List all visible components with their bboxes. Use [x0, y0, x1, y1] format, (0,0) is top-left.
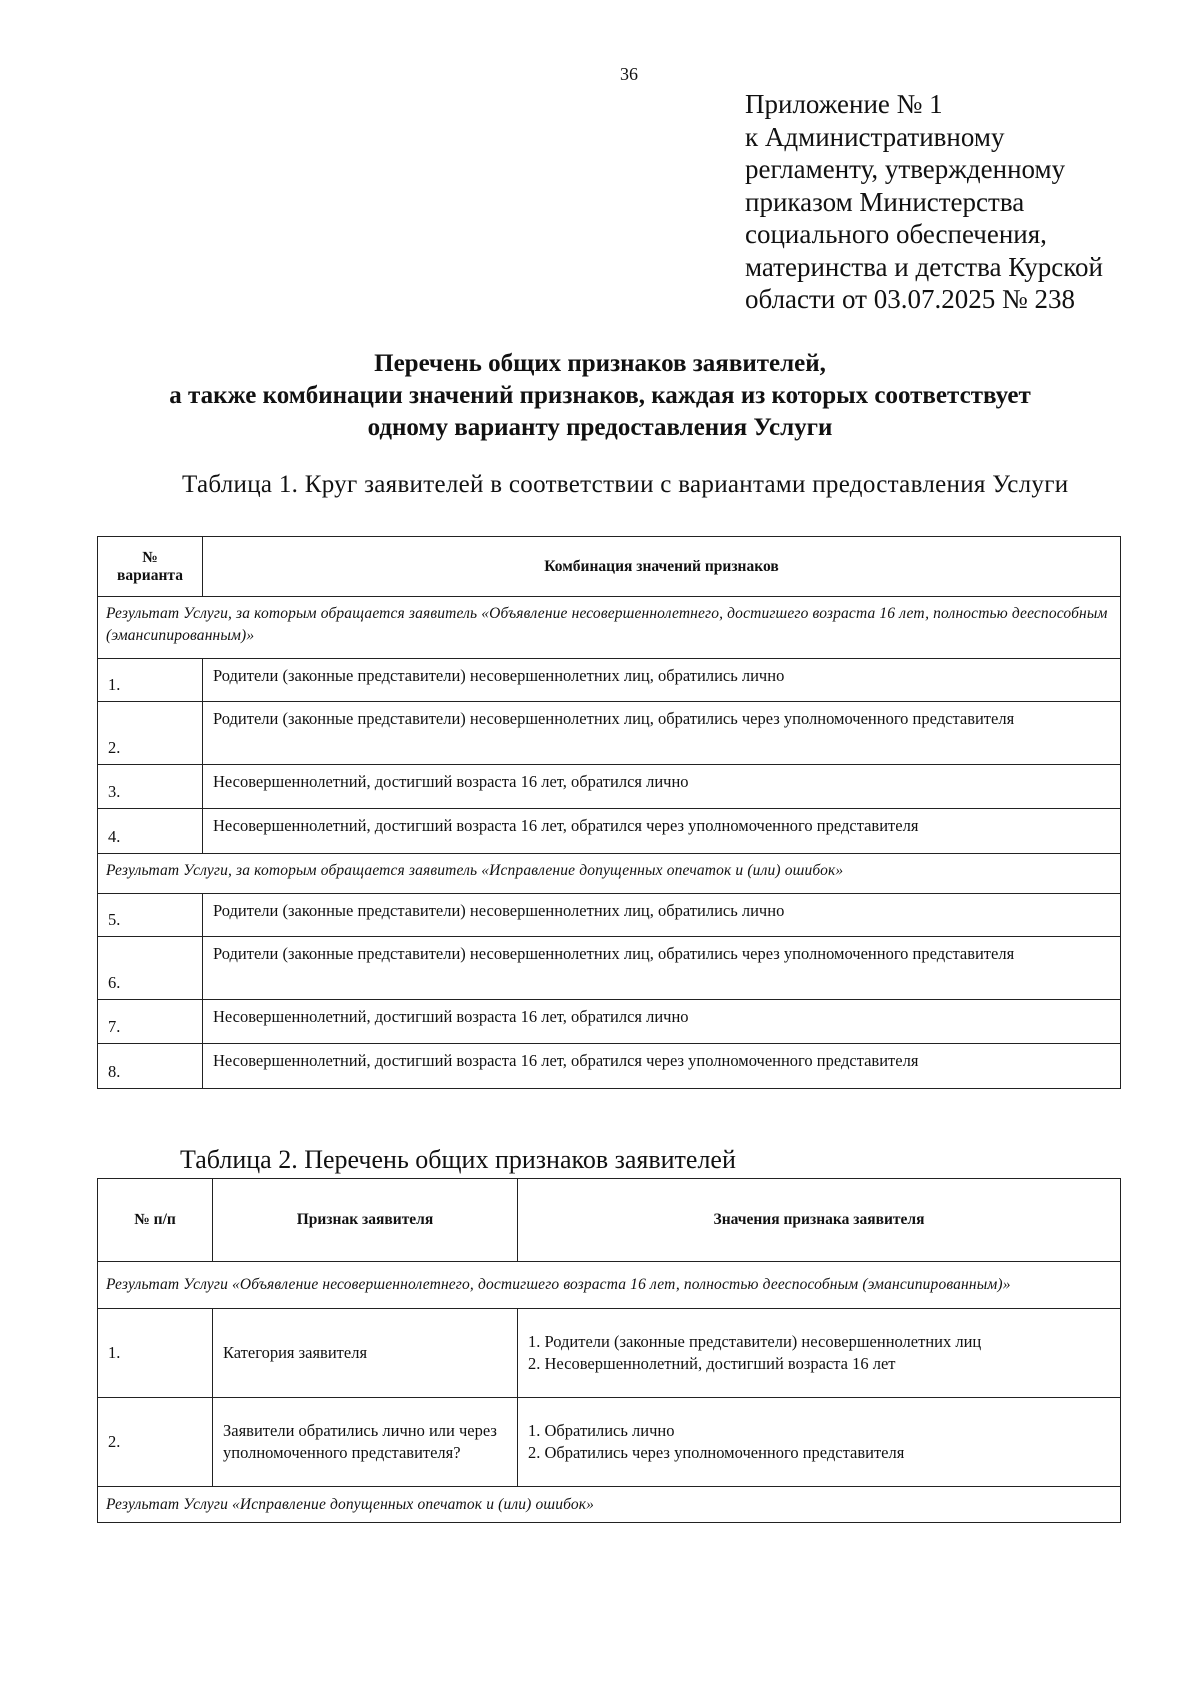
table-row: [98, 1309, 1121, 1398]
table2-header-num: № п/п: [98, 1179, 213, 1262]
table-row: [98, 809, 1121, 854]
title-line: одному варианту предоставления Услуги: [367, 414, 833, 441]
row-text: Несовершеннолетний, достигший возраста 16 лет, обратился лично: [203, 765, 1121, 809]
table2-section-row: [98, 1262, 1121, 1309]
value-line: 2. Обратились через уполномоченного представителя: [528, 1443, 905, 1462]
header-num-line: №: [142, 548, 158, 566]
row-num: 6.: [98, 937, 203, 1000]
row-num: 1.: [98, 1309, 213, 1398]
row-values: [518, 1309, 1121, 1398]
table2-header-row: [98, 1179, 1121, 1262]
title-line: Перечень общих признаков заявителей,: [374, 350, 826, 377]
table-row: [98, 765, 1121, 809]
row-num: 7.: [98, 1000, 203, 1044]
table-row: [98, 937, 1121, 1000]
row-attr: Заявители обратились лично или через уполномоченного представителя?: [213, 1398, 518, 1487]
row-text: Родители (законные представители) несовершеннолетних лиц, обратились лично: [203, 894, 1121, 937]
row-num: 5.: [98, 894, 203, 937]
table-row: [98, 1398, 1121, 1487]
table-row: [98, 659, 1121, 702]
table1-caption: Таблица 1. Круг заявителей в соответствии с вариантами предоставления Услуги: [182, 471, 1069, 498]
table2-header-values: Значения признака заявителя: [518, 1179, 1121, 1262]
table2-header-attr: Признак заявителя: [213, 1179, 518, 1262]
table1-section-row: [98, 597, 1121, 659]
page-number: 36: [620, 64, 638, 84]
table1-header-num: [98, 537, 203, 597]
table2-caption: Таблица 2. Перечень общих признаков заявителей: [180, 1145, 736, 1174]
document-title: [60, 348, 1140, 444]
table-row: [98, 702, 1121, 765]
table1: [97, 536, 1121, 1089]
value-line: 1. Родители (законные представители) несовершеннолетних лиц: [528, 1332, 982, 1351]
row-num: 3.: [98, 765, 203, 809]
table-row: [98, 1000, 1121, 1044]
row-num: 2.: [98, 1398, 213, 1487]
appendix-line: к Административному: [745, 121, 1005, 152]
appendix-line: Приложение № 1: [745, 89, 943, 119]
header-num-line: варианта: [117, 566, 183, 584]
table2: [97, 1178, 1121, 1523]
appendix-line: области от 03.07.2025 № 238: [745, 284, 1075, 314]
table1-header-combo: Комбинация значений признаков: [203, 537, 1121, 597]
row-values: [518, 1398, 1121, 1487]
appendix-line: материнства и детства Курской: [745, 251, 1103, 282]
table-row: [98, 1044, 1121, 1089]
title-line: а также комбинации значений признаков, каждая из которых соответствует: [169, 382, 1031, 409]
appendix-block: [745, 88, 1103, 316]
row-num: 8.: [98, 1044, 203, 1089]
row-text: Родители (законные представители) несовершеннолетних лиц, обратились через уполномоченного представителя: [203, 702, 1121, 765]
table1-section2: Результат Услуги, за которым обращается заявитель «Исправление допущенных опечаток и (или) ошибок»: [98, 854, 1121, 894]
table2-section-row: [98, 1487, 1121, 1523]
appendix-line: регламенту, утвержденному: [745, 154, 1066, 184]
row-text: Несовершеннолетний, достигший возраста 16 лет, обратился через уполномоченного представителя: [203, 809, 1121, 854]
row-text: Родители (законные представители) несовершеннолетних лиц, обратились лично: [203, 659, 1121, 702]
appendix-line: приказом Министерства: [745, 186, 1025, 217]
appendix-line: социального обеспечения,: [745, 219, 1047, 249]
row-text: Несовершеннолетний, достигший возраста 16 лет, обратился через уполномоченного представителя: [203, 1044, 1121, 1089]
table-row: [98, 894, 1121, 937]
row-num: 2.: [98, 702, 203, 765]
row-attr: Категория заявителя: [213, 1309, 518, 1398]
row-text: Несовершеннолетний, достигший возраста 16 лет, обратился лично: [203, 1000, 1121, 1044]
row-text: Родители (законные представители) несовершеннолетних лиц, обратились через уполномоченного представителя: [203, 937, 1121, 1000]
table1-section1: Результат Услуги, за которым обращается заявитель «Объявление несовершеннолетнего, достигшего возраста 16 лет, полностью дееспособным (эмансипированным)»: [98, 597, 1121, 659]
table2-section2: Результат Услуги «Исправление допущенных опечаток и (или) ошибок»: [98, 1487, 1121, 1523]
row-num: 1.: [98, 659, 203, 702]
table1-header-row: [98, 537, 1121, 597]
value-line: 1. Обратились лично: [528, 1421, 675, 1440]
row-num: 4.: [98, 809, 203, 854]
table1-section-row: [98, 854, 1121, 894]
value-line: 2. Несовершеннолетний, достигший возраста 16 лет: [528, 1354, 896, 1373]
table2-section1: Результат Услуги «Объявление несовершеннолетнего, достигшего возраста 16 лет, полностью дееспособным (эмансипированным)»: [98, 1262, 1121, 1309]
